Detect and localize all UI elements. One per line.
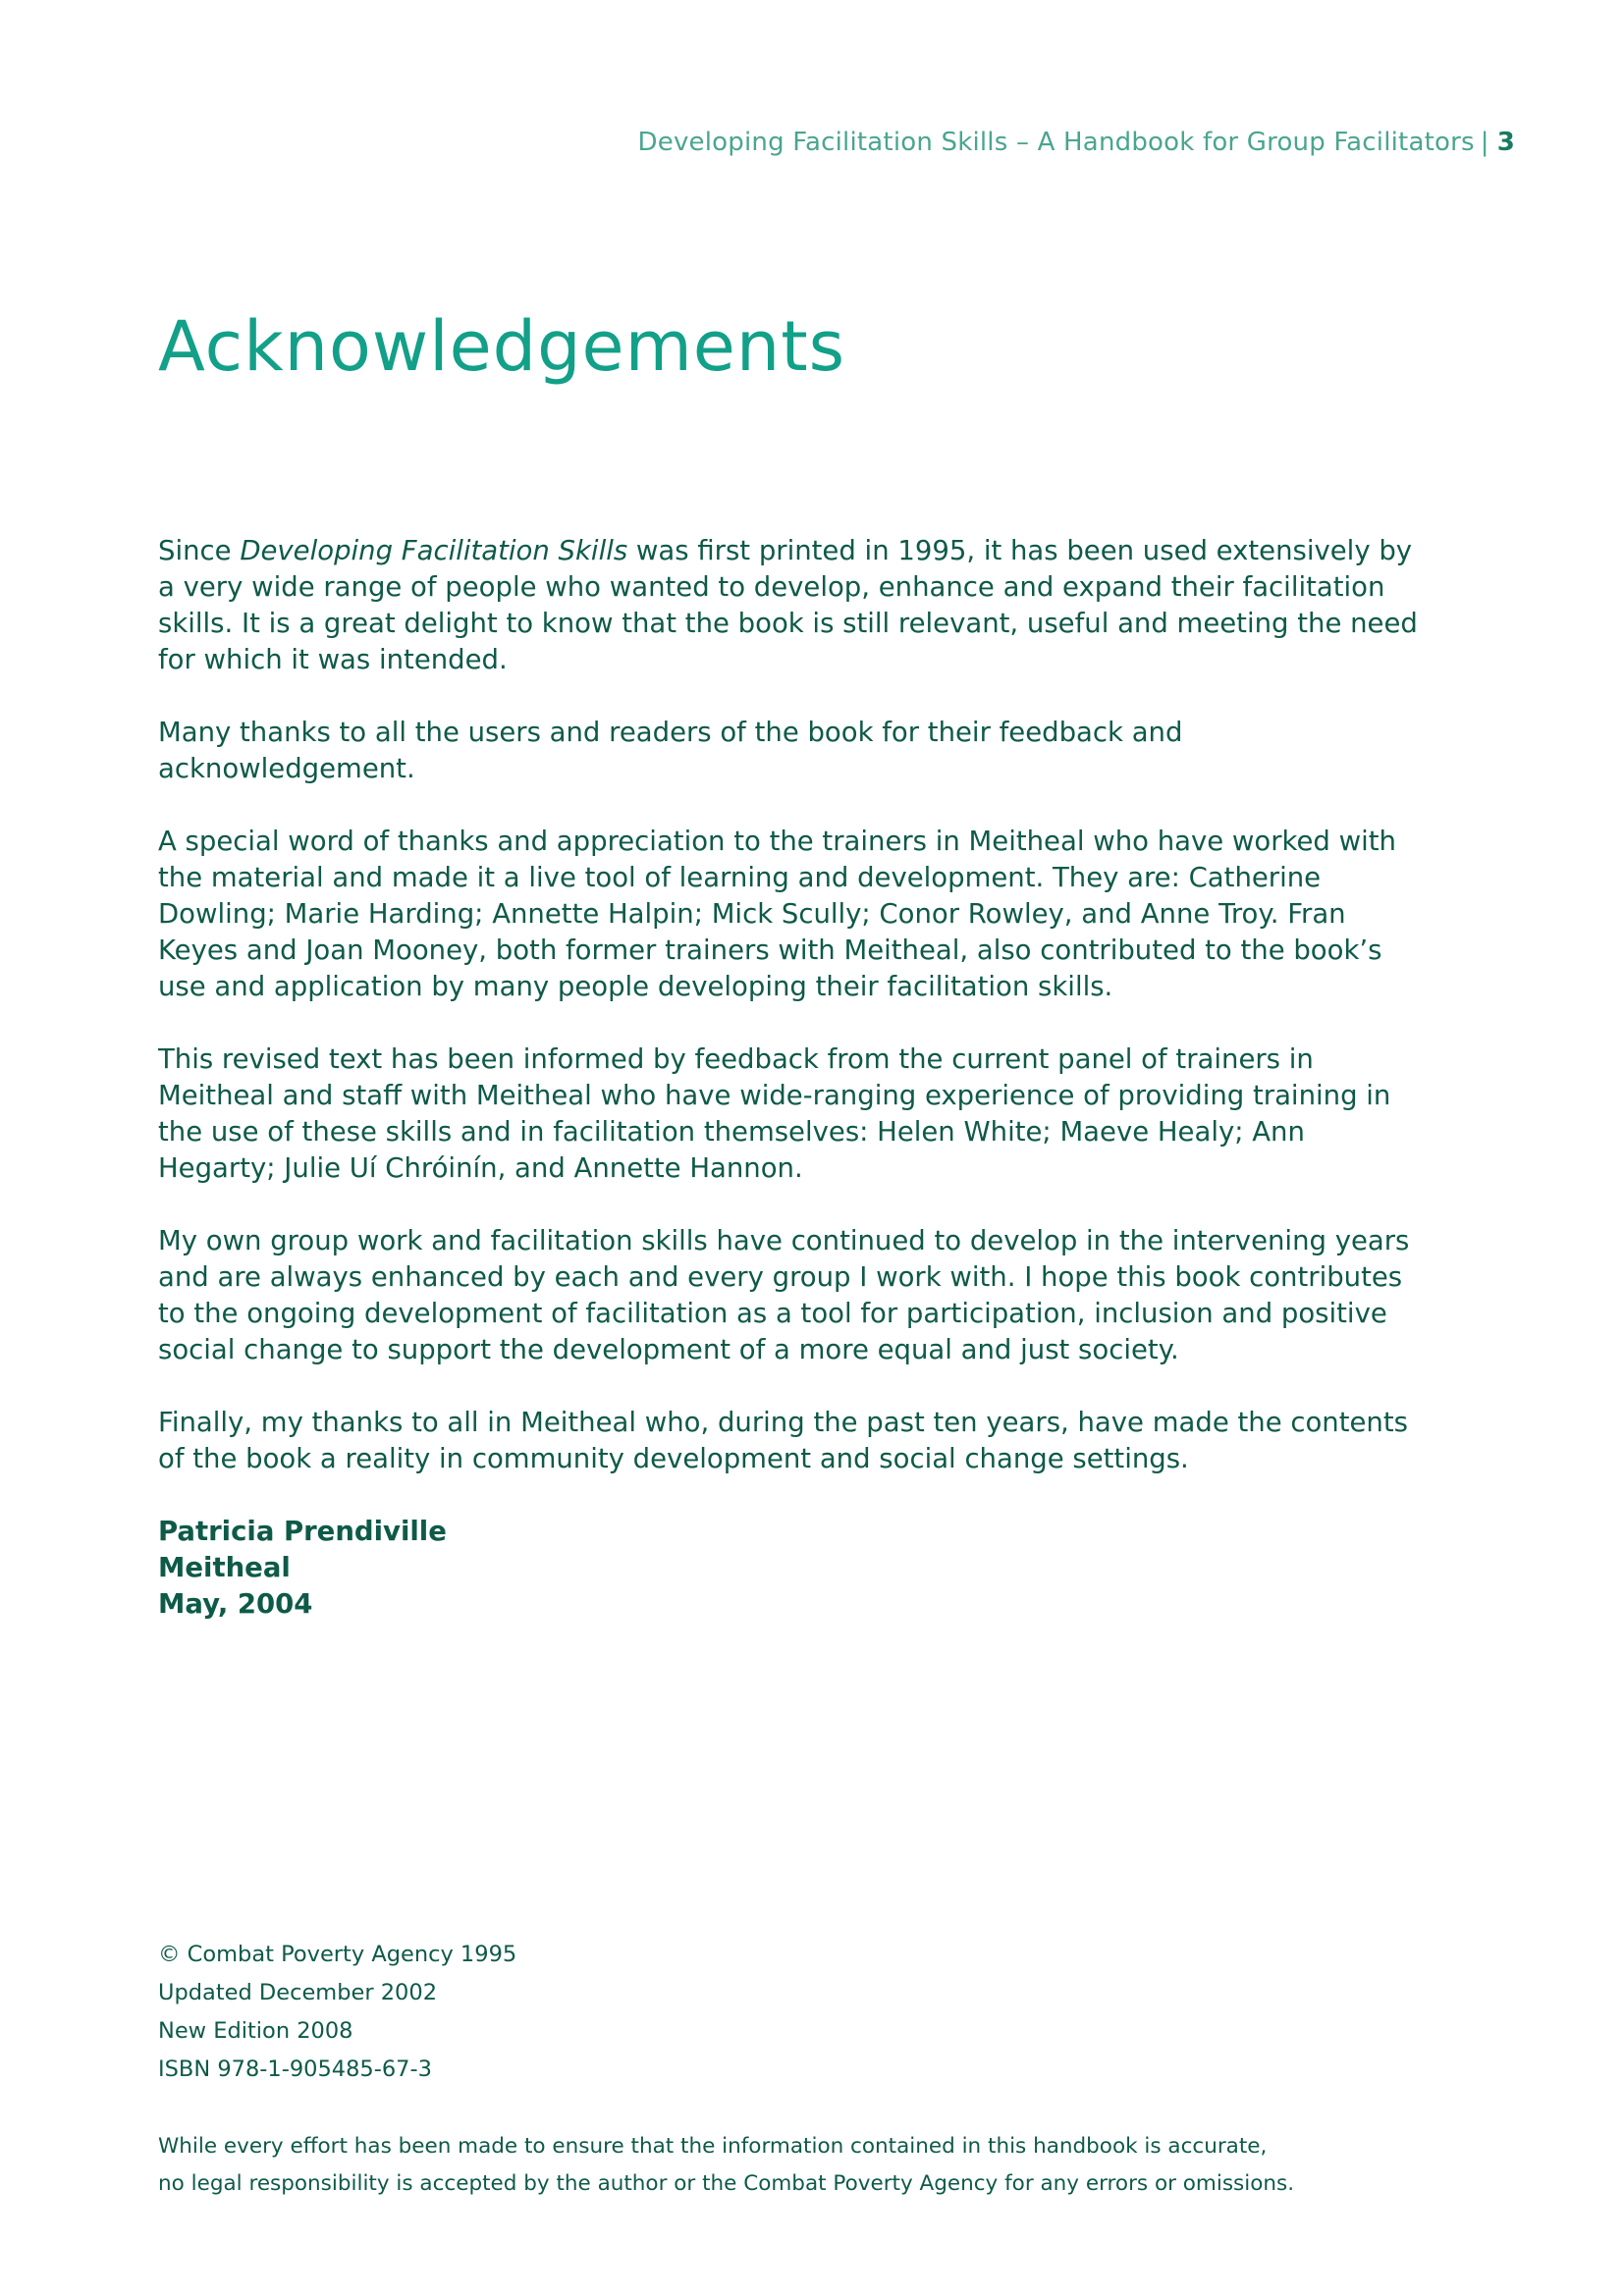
signature-date: May, 2004 (158, 1588, 313, 1620)
body-text (158, 533, 1425, 1623)
signature-block (158, 1514, 1425, 1623)
copyright-line: © Combat Poverty Agency 1995 (158, 1942, 517, 1967)
page-title: Acknowledgements (158, 306, 846, 387)
signature-name: Patricia Prendiville (158, 1516, 447, 1547)
isbn-line: ISBN 978-1-905485-67-3 (158, 2056, 432, 2082)
page-number: 3 (1496, 128, 1515, 157)
paragraph-final-thanks: Finally, my thanks to all in Meitheal who, during the past ten years, have made the contents of the book a reality in community development and social change settings. (158, 1407, 1408, 1474)
paragraph-thanks-trainers: A special word of thanks and appreciation to the trainers in Meitheal who have worked with the material and made it a live tool of learning and development. They are: Catherine Dowling; Marie Harding; Annette Halpin; Mick Scully; Conor Rowley, and Anne Troy. Fran Keyes and Joan Mooney, both former trainers with Meitheal, also contributed to the book’s use and application by many people developing their facilitation skills. (158, 826, 1396, 1002)
running-header-separator: | (1480, 128, 1489, 157)
updated-line: Updated December 2002 (158, 1980, 438, 2005)
paragraph-own-work: My own group work and facilitation skills have continued to develop in the intervening years and are always enhanced by each and every group I work with. I hope this book contributes to the ongoing development of facilitation as a tool for participation, inclusion and positive social change to support the development of a more equal and just society. (158, 1225, 1410, 1365)
book-title: Developing Facilitation Skills (240, 535, 628, 566)
paragraph-thanks-readers: Many thanks to all the users and readers of the book for their feedback and acknowledgement. (158, 717, 1183, 784)
imprint-block (158, 1936, 516, 2089)
running-header (638, 128, 1515, 157)
disclaimer-line-1: While every effort has been made to ensure that the information contained in this handbook is accurate, (158, 2134, 1268, 2159)
edition-line: New Edition 2008 (158, 2018, 353, 2044)
paragraph-intro-lead: Since (158, 535, 241, 566)
paragraph-revised-text: This revised text has been informed by feedback from the current panel of trainers in Meitheal and staff with Meitheal who have wide-ranging experience of providing training in the use of these skills and in facilitation themselves: Helen White; Maeve Healy; Ann Hegarty; Julie Uí Chróinín, and Annette Hannon. (158, 1043, 1391, 1184)
paragraph-intro (158, 533, 1425, 678)
disclaimer (158, 2128, 1464, 2203)
running-header-title: Developing Facilitation Skills – A Handbook for Group Facilitators (637, 128, 1475, 157)
disclaimer-line-2: no legal responsibility is accepted by the author or the Combat Poverty Agency for any errors or omissions. (158, 2171, 1295, 2196)
signature-organisation: Meitheal (158, 1552, 291, 1583)
paragraph-intro-rest: was first printed in 1995, it has been used extensively by a very wide range of people who wanted to develop, enhance and expand their facilitation skills. It is a great delight to know that the book is still relevant, useful and meeting the need for which it was intended. (158, 535, 1418, 675)
